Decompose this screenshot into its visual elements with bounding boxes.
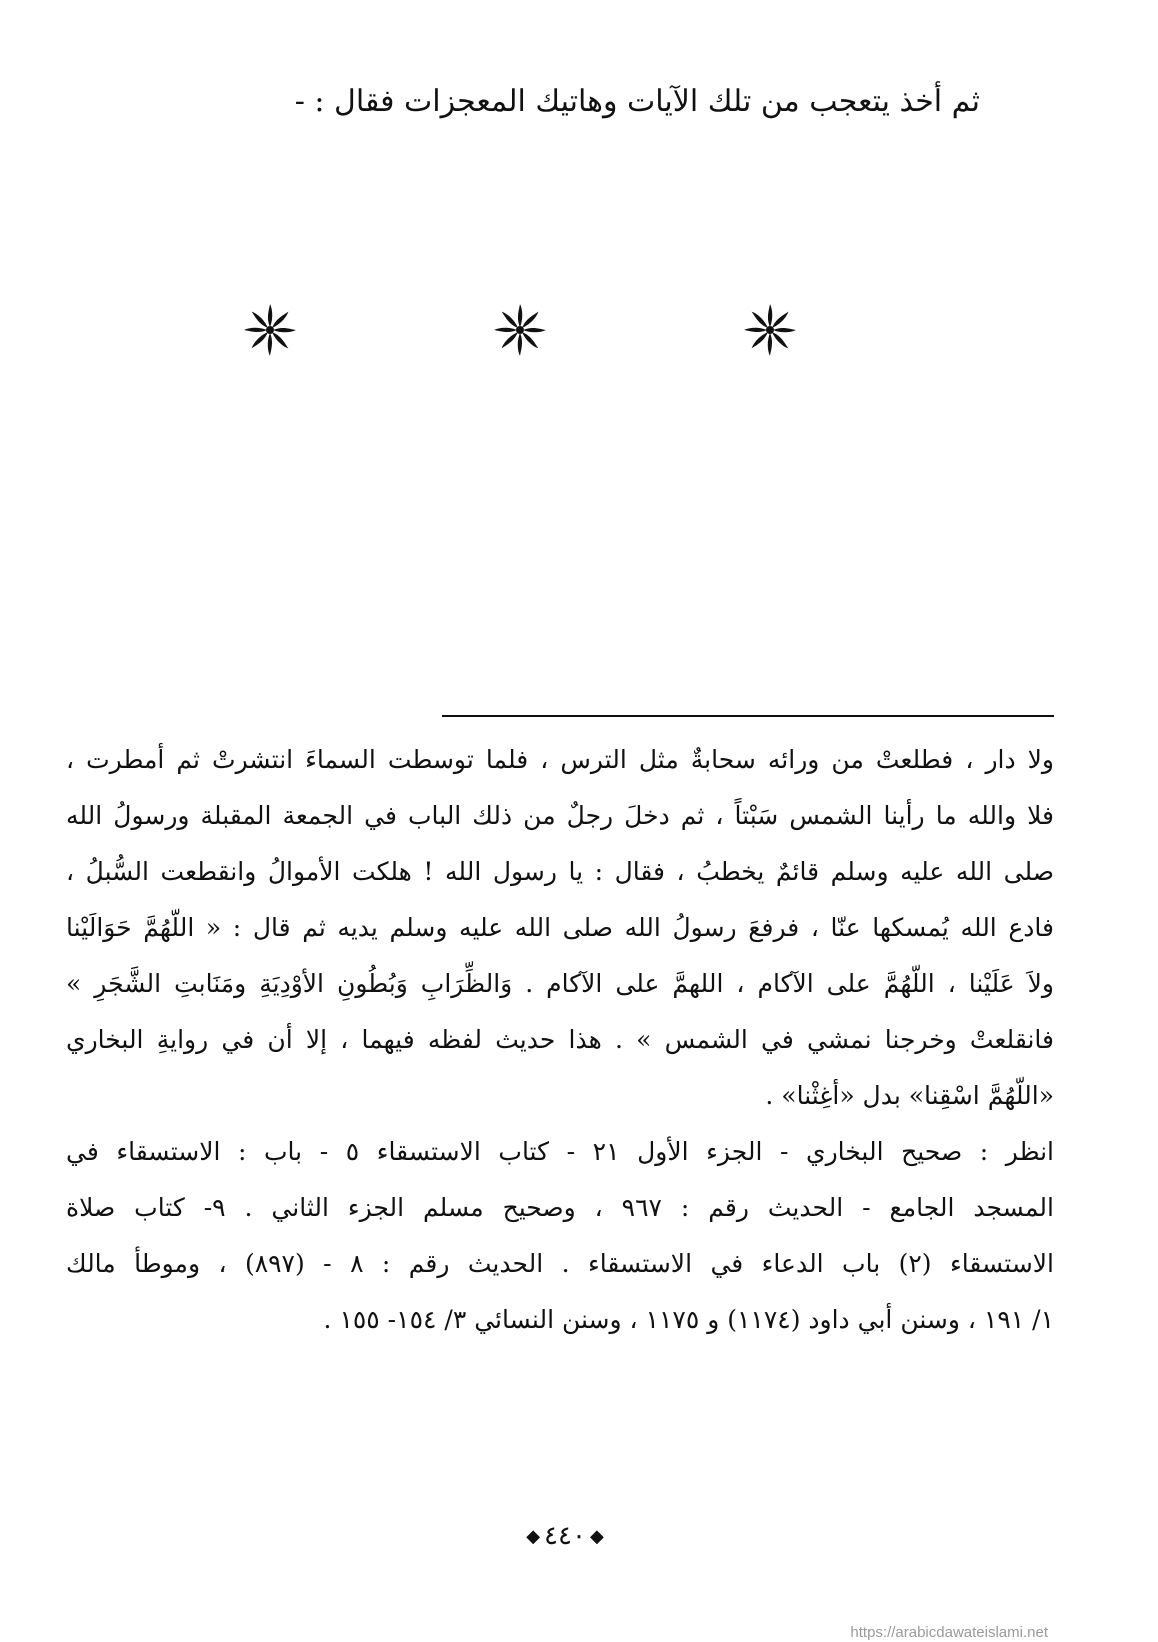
footnote-line: صلى الله عليه وسلم قائمٌ يخطبُ ، فقال : يا رسول الله ! هلكت الأموالُ وانقطعت السُّبلُ ،: [66, 857, 1054, 886]
footnote-line: ولا دار ، فطلعتْ من ورائه سحابةٌ مثل الترس ، فلما توسطت السماءَ انتشرتْ ثم أمطرت ،: [66, 745, 1054, 774]
section-separator: [240, 300, 840, 370]
footnote-block: [66, 732, 1054, 1348]
diamond-ornament-icon: ◆: [526, 1526, 541, 1547]
footnote-line: ١/ ١٩١ ، وسنن أبي داود (١١٧٤) و ١١٧٥ ، وسنن النسائي ٣/ ١٥٤- ١٥٥ .: [323, 1305, 1054, 1334]
footnote-line: انظر : صحيح البخاري - الجزء الأول ٢١ - كتاب الاستسقاء ٥ - باب : الاستسقاء في: [66, 1137, 1054, 1166]
page-number: [500, 1518, 630, 1555]
footnote-line: فادع الله يُمسكها عنّا ، فرفعَ رسولُ الله صلى الله عليه وسلم يديه ثم قال : « اللّهُمَّ حَوَالَيْنا: [66, 913, 1054, 942]
asterisk-flower-icon: [490, 300, 550, 360]
watermark-url: https://arabicdawateislami.net: [850, 1624, 1048, 1641]
page-number-text: ٤٤٠: [544, 1521, 586, 1551]
diamond-ornament-icon: ◆: [589, 1526, 604, 1547]
asterisk-flower-icon: [240, 300, 300, 360]
footnote-line: الاستسقاء (٢) باب الدعاء في الاستسقاء . الحديث رقم : ٨ - (٨٩٧) ، وموطأ مالك: [66, 1249, 1054, 1278]
asterisk-flower-icon: [740, 300, 800, 360]
footnote-line: ولاَ عَلَيْنا ، اللّهُمَّ على الآكام ، اللهمَّ على الآكام . وَالظِّرَابِ وَبُطُونِ الأوْدِيَةِ ومَنَابتِ الشَّجَرِ »: [66, 969, 1054, 998]
footnote-line: فلا والله ما رأينا الشمس سَبْتاً ، ثم دخلَ رجلٌ من ذلك الباب في الجمعة المقبلة ورسولُ الله: [66, 801, 1054, 830]
footnote-divider: [442, 715, 1054, 717]
footnote-line: فانقلعتْ وخرجنا نمشي في الشمس » . هذا حديث لفظه فيهما ، إلا أن في روايةِ البخاري: [66, 1025, 1054, 1054]
footnote-line: «اللّهُمَّ اسْقِنا» بدل «أغِثْنا» .: [765, 1081, 1054, 1110]
body-text-line: ثم أخذ يتعجب من تلك الآيات وهاتيك المعجزات فقال : -: [294, 84, 980, 119]
footnote-line: المسجد الجامع - الحديث رقم : ٩٦٧ ، وصحيح مسلم الجزء الثاني . ٩- كتاب صلاة: [66, 1193, 1054, 1222]
